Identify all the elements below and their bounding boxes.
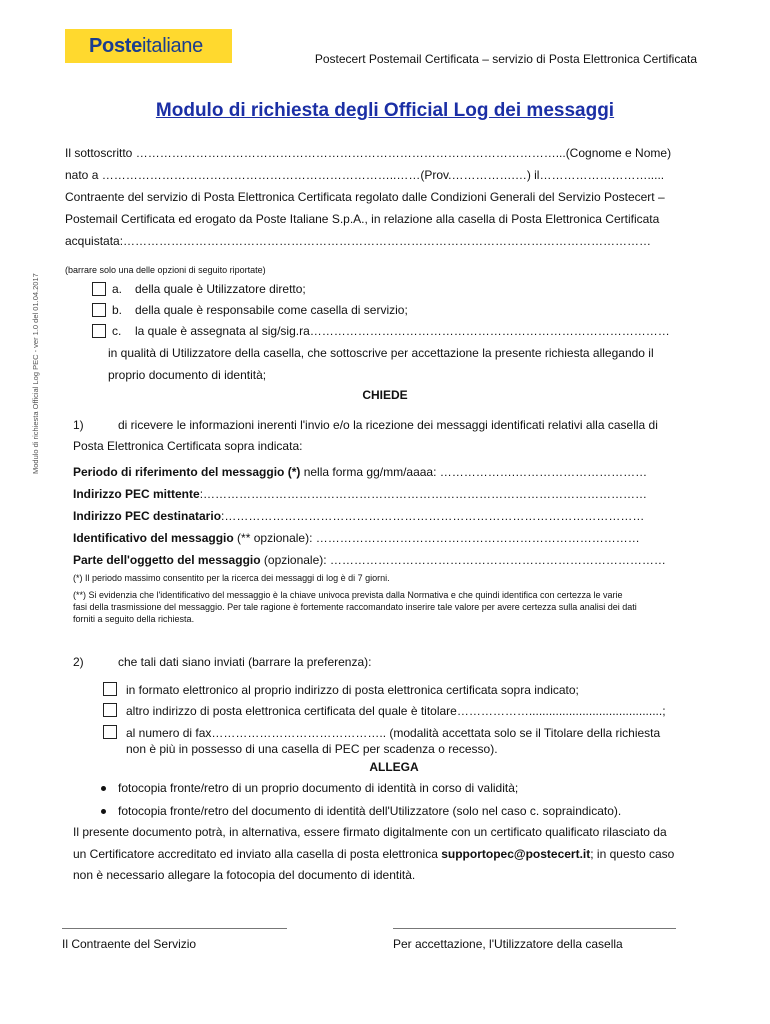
signature-line-right[interactable]	[393, 928, 676, 929]
field-pec-destinatario-label: Indirizzo PEC destinatario	[73, 509, 222, 523]
option-b-letter: b.	[112, 303, 123, 317]
field-oggetto[interactable]	[73, 549, 666, 571]
bullet-icon	[101, 786, 106, 791]
intro-line-5: acquistata:……………………………………………………………………………………………………………………	[65, 234, 652, 248]
note-identifier-line-3: forniti a seguito della richiesta.	[73, 614, 195, 624]
field-oggetto-label: Parte dell'oggetto del messaggio	[73, 553, 261, 567]
field-pec-destinatario[interactable]	[73, 505, 644, 527]
option-c-letter: c.	[112, 324, 122, 338]
note-identifier-line-1: (**) Si evidenzia che l'identificativo del messaggio è la chiave univoca prevista dalla Normativa e che quindi identifica con certezza le varie	[73, 590, 623, 600]
intro-line-2: nato a ………………………………………………………………..……(Prov.…………….…) il……………………….....	[65, 168, 665, 182]
field-identificativo-label: Identificativo del messaggio	[73, 531, 234, 545]
point-1-number: 1)	[73, 418, 84, 432]
field-periodo[interactable]	[73, 461, 647, 483]
closing-line-2-pre: un Certificatore accreditato ed inviato alla casella di posta elettronica	[73, 847, 442, 861]
option-b-checkbox[interactable]	[92, 303, 106, 317]
point-1-line-2: Posta Elettronica Certificata sopra indicata:	[73, 439, 303, 453]
option-a-checkbox[interactable]	[92, 282, 106, 296]
page-title: Modulo di richiesta degli Official Log dei messaggi	[155, 100, 615, 121]
field-identificativo[interactable]	[73, 527, 640, 549]
field-pec-mittente-label: Indirizzo PEC mittente	[73, 487, 200, 501]
bullet-icon	[101, 809, 106, 814]
option-a-letter: a.	[112, 282, 123, 296]
delivery-pec-text: in formato elettronico al proprio indirizzo di posta elettronica certificata sopra indicato;	[126, 683, 579, 697]
field-pec-destinatario-rest: :……………………………………………………………………………………………	[221, 509, 645, 523]
field-pec-mittente[interactable]	[73, 483, 647, 505]
point-1-line-1: di ricevere le informazioni inerenti l'invio e/o la ricezione dei messaggi identificati relativi alla casella di	[118, 418, 658, 432]
attachment-item-2: fotocopia fronte/retro del documento di identità dell'Utilizzatore (solo nel caso c. sopraindicato).	[118, 804, 622, 818]
support-email-link[interactable]: supportopec@postecert.it	[441, 847, 591, 861]
signature-line-left[interactable]	[62, 928, 287, 929]
attachment-item-1: fotocopia fronte/retro di un proprio documento di identità in corso di validità;	[118, 781, 519, 795]
option-c-continuation-2: proprio documento di identità;	[108, 368, 267, 382]
signature-label-contraente: Il Contraente del Servizio	[62, 937, 197, 951]
field-identificativo-rest: (** opzionale): ………………………………………………………………………	[233, 531, 640, 545]
delivery-pec-checkbox[interactable]	[103, 682, 117, 696]
options-note: (barrare solo una delle opzioni di seguito riportate)	[65, 265, 266, 275]
field-pec-mittente-rest: :…………………………………………………………………………………………………	[199, 487, 648, 501]
logo-bold-text: Poste	[89, 34, 142, 57]
delivery-fax-line-2: non è più in possesso di una casella di PEC per scadenza o recesso).	[126, 742, 498, 756]
point-2-text: che tali dati siano inviati (barrare la preferenza):	[118, 655, 372, 669]
closing-line-1: Il presente documento potrà, in alternativa, essere firmato digitalmente con un certificato qualificato rilasciato da	[73, 825, 667, 839]
posteitaliane-logo	[65, 29, 232, 63]
delivery-other-pec-text: altro indirizzo di posta elettronica certificata del quale è titolare………………........................................;	[126, 704, 666, 718]
side-version-note: Modulo di richiesta Official Log PEC - ver 1.0 del 01.04.2017	[31, 273, 40, 474]
intro-line-1: Il sottoscritto ……………………………………………………………………………………………...(Cognome e Nome)	[65, 146, 672, 160]
closing-line-2-post: ; in questo caso	[590, 847, 675, 861]
header-subtitle: Postecert Postemail Certificata – servizio di Posta Elettronica Certificata	[314, 52, 697, 66]
allega-heading: ALLEGA	[369, 760, 419, 774]
delivery-other-pec-checkbox[interactable]	[103, 703, 117, 717]
option-a-text: della quale è Utilizzatore diretto;	[135, 282, 306, 296]
option-b-text: della quale è responsabile come casella di servizio;	[135, 303, 408, 317]
note-period: (*) Il periodo massimo consentito per la ricerca dei messaggi di log è di 7 giorni.	[73, 573, 390, 583]
intro-line-4: Postemail Certificata ed erogato da Poste Italiane S.p.A., in relazione alla casella di Posta Elettronica Certificata	[65, 212, 660, 226]
point-2-number: 2)	[73, 655, 84, 669]
field-oggetto-rest: (opzionale): …………………………………………………………………………	[260, 553, 666, 567]
logo-regular-text: italiane	[141, 34, 203, 57]
field-periodo-rest: nella forma gg/mm/aaaa: ……………….……………………………	[300, 465, 648, 479]
option-c-continuation-1: in qualità di Utilizzatore della casella, che sottoscrive per accettazione la presente richiesta allegando il	[108, 346, 654, 360]
delivery-fax-checkbox[interactable]	[103, 725, 117, 739]
intro-line-3: Contraente del servizio di Posta Elettronica Certificata regolato dalle Condizioni Generali del Servizio Postecert –	[65, 190, 665, 204]
signature-label-utilizzatore: Per accettazione, l'Utilizzatore della casella	[393, 937, 623, 951]
chiede-heading: CHIEDE	[362, 388, 408, 402]
note-identifier-line-2: fasi della trasmissione del messaggio. Per tale ragione è fortemente raccomandato inserire tale valore per avere certezza sulla analisi dei dati	[73, 602, 637, 612]
closing-line-3: non è necessario allegare la fotocopia del documento di identità.	[73, 868, 416, 882]
option-c-text: la quale è assegnata al sig/sig.ra………………………………………………………………………………	[135, 324, 670, 338]
option-c-checkbox[interactable]	[92, 324, 106, 338]
field-periodo-label: Periodo di riferimento del messaggio (*)	[73, 465, 301, 479]
delivery-fax-line-1: al numero di fax…………………………………….. (modalità accettata solo se il Titolare della richiesta	[126, 726, 661, 740]
closing-line-2	[73, 843, 674, 865]
